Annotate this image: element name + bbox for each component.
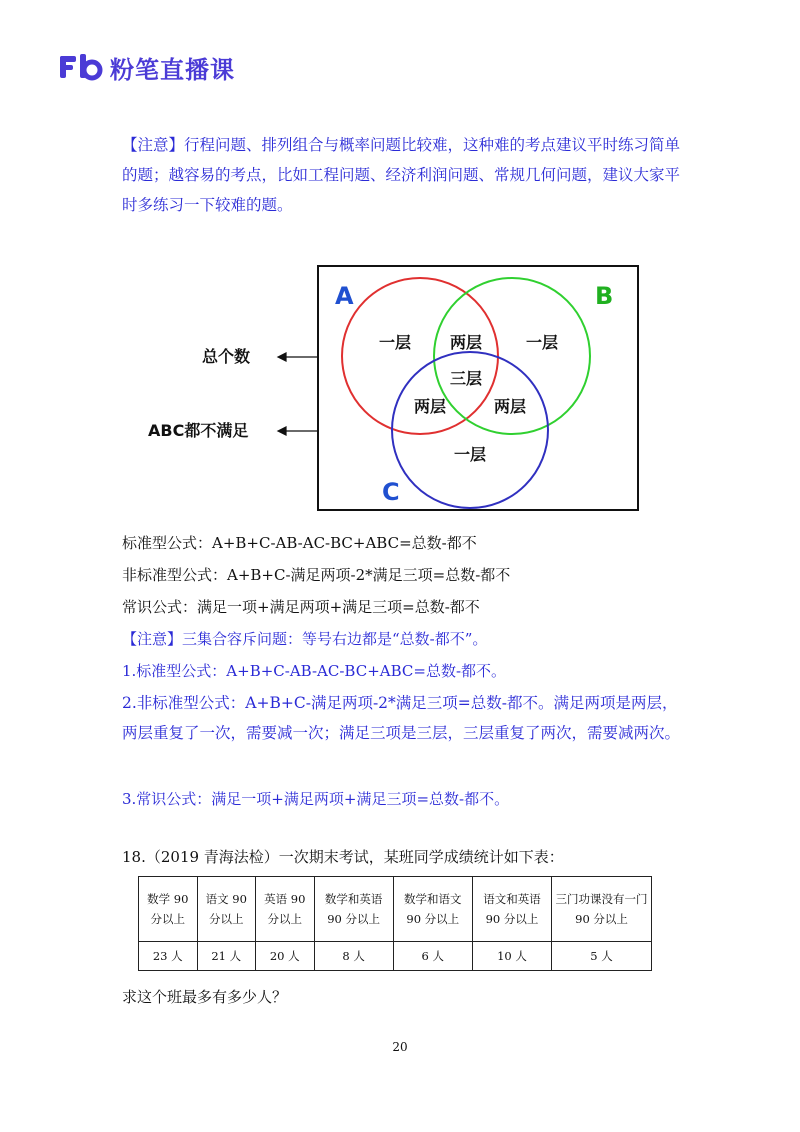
label-c: C xyxy=(382,478,400,506)
score-table xyxy=(138,876,652,971)
none-arrow-head xyxy=(278,427,286,435)
table-header-cell: 数学和英语 90 分以上 xyxy=(314,877,393,942)
table-cell: 8 人 xyxy=(314,942,393,971)
note2-tag: 【注意】 xyxy=(122,630,183,648)
table-cell: 21 人 xyxy=(197,942,256,971)
brand-name: 粉笔直播课 xyxy=(110,55,235,84)
region-b-only: 一层 xyxy=(525,333,559,352)
fenbi-logo-icon xyxy=(58,52,104,82)
note-tag: 【注意】 xyxy=(122,136,185,154)
question-ask: 求这个班最多有多少人？ xyxy=(122,988,288,1006)
region-abc: 三层 xyxy=(449,369,483,388)
region-ab: 两层 xyxy=(449,333,483,352)
label-b: B xyxy=(595,282,614,310)
note2-item-2: 2.非标准型公式：A+B+C-满足两项-2*满足三项=总数-都不。满足两项是两层，两层重复了一次，需要减一次；满足三项是三层，三层重复了两次，需要减两次。 xyxy=(122,694,681,742)
table-cell: 6 人 xyxy=(393,942,472,971)
region-bc: 两层 xyxy=(493,397,527,416)
table-cell: 10 人 xyxy=(472,942,551,971)
note-text: 行程问题、排列组合与概率问题比较难，这种难的考点建议平时练习简单的题；越容易的考点，比如工程问题、经济利润问题、常规几何问题，建议大家平时多练习一下较难的题。 xyxy=(122,136,681,214)
note2-title xyxy=(122,628,487,649)
table-cell: 20 人 xyxy=(256,942,315,971)
note2-title-text: 三集合容斥问题：等号右边都是“总数-都不”。 xyxy=(182,630,488,648)
table-header-cell: 数学和语文 90 分以上 xyxy=(393,877,472,942)
total-label: 总个数 xyxy=(202,347,251,366)
formula-common: 常识公式：满足一项+满足两项+满足三项=总数-都不 xyxy=(122,598,480,616)
region-c-only: 一层 xyxy=(453,445,487,464)
table-header-cell: 三门功课没有一门 90 分以上 xyxy=(552,877,652,942)
note2-item-1: 1.标准型公式：A+B+C-AB-AC-BC+ABC=总数-都不。 xyxy=(122,662,507,680)
region-a-only: 一层 xyxy=(378,333,412,352)
venn-diagram xyxy=(140,264,644,516)
table-header-cell: 语文和英语 90 分以上 xyxy=(472,877,551,942)
formula-standard: 标准型公式：A+B+C-AB-AC-BC+ABC=总数-都不 xyxy=(122,534,477,552)
table-cell: 5 人 xyxy=(552,942,652,971)
page-number: 20 xyxy=(392,1040,408,1054)
table-cell: 23 人 xyxy=(139,942,198,971)
note-paragraph xyxy=(122,130,688,220)
region-ac: 两层 xyxy=(413,397,447,416)
table-header-cell: 英语 90 分以上 xyxy=(256,877,315,942)
note2-item-3: 3.常识公式：满足一项+满足两项+满足三项=总数-都不。 xyxy=(122,790,510,808)
none-label: ABC都不满足 xyxy=(148,421,249,440)
formula-nonstandard: 非标准型公式：A+B+C-满足两项-2*满足三项=总数-都不 xyxy=(122,566,511,584)
table-header-row xyxy=(139,877,652,942)
brand-logo xyxy=(58,50,235,84)
question-stem: 18.（2019 青海法检）一次期末考试，某班同学成绩统计如下表： xyxy=(122,848,564,866)
table-row xyxy=(139,942,652,971)
table-header-cell: 数学 90 分以上 xyxy=(139,877,198,942)
label-a: A xyxy=(335,282,354,310)
table-header-cell: 语文 90 分以上 xyxy=(197,877,256,942)
total-arrow-head xyxy=(278,353,286,361)
